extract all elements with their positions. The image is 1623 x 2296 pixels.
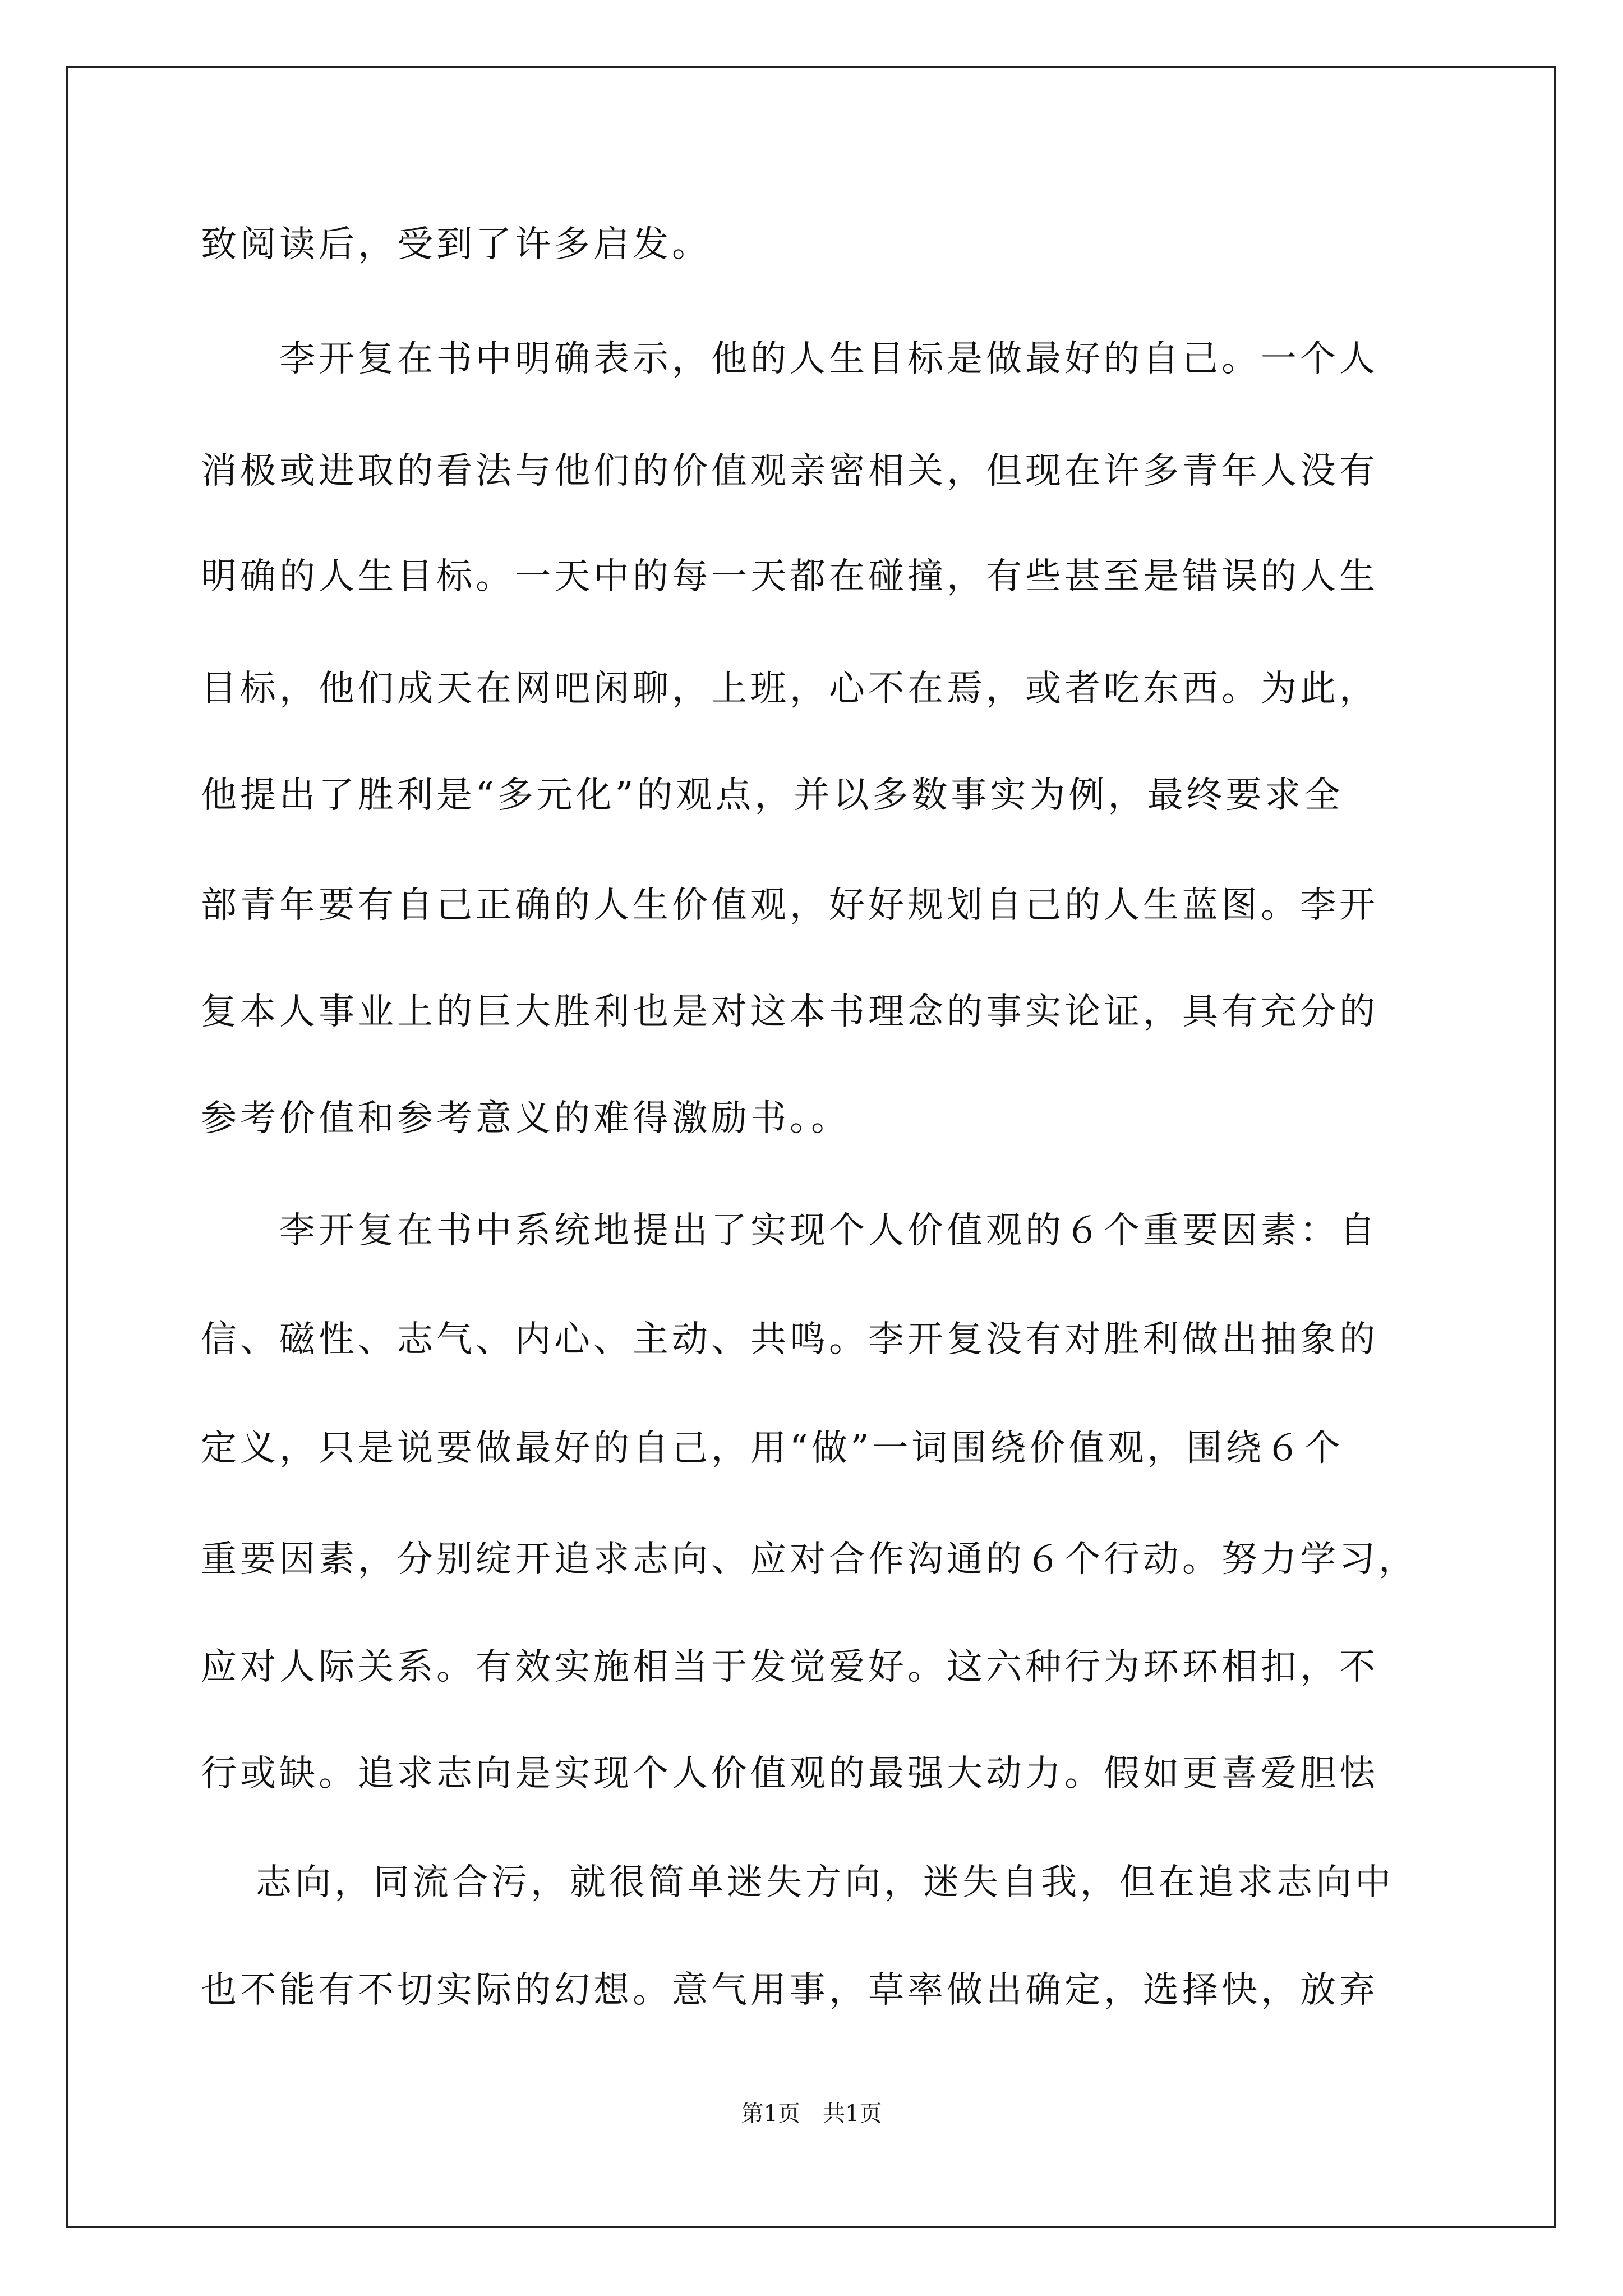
text-line: 参考价值和参考意义的难得激励书。。 bbox=[201, 1098, 850, 1139]
indented-line: 志向，同流合污，就很简单迷失方向，迷失自我，但在追求志向中 bbox=[256, 1862, 1394, 1903]
text-line: 目标，他们成天在网吧闲聊，上班，心不在焉，或者吃东西。为此， bbox=[201, 668, 1378, 710]
text-line: 定义，只是说要做最好的自己，用“做”一词围绕价值观，围绕６个 bbox=[201, 1428, 1344, 1469]
text-line: 信、磁性、志气、内心、主动、共鸣。李开复没有对胜利做出抽象的 bbox=[201, 1319, 1378, 1360]
page-number-footer: 第1页 共1页 bbox=[741, 2101, 882, 2127]
paragraph-start-line: 李开复在书中系统地提出了实现个人价值观的６个重要因素：自 bbox=[279, 1210, 1378, 1251]
text-line: 复本人事业上的巨大胜利也是对这本书理念的事实论证，具有充分的 bbox=[201, 991, 1378, 1033]
text-line: 他提出了胜利是“多元化”的观点，并以多数事实为例，最终要求全 bbox=[201, 775, 1344, 816]
text-line: 明确的人生目标。一天中的每一天都在碰撞，有些甚至是错误的人生 bbox=[201, 556, 1378, 597]
text-line: 消极或进取的看法与他们的价值观亲密相关，但现在许多青年人没有 bbox=[201, 450, 1378, 492]
text-line: 行或缺。追求志向是实现个人价值观的最强大动力。假如更喜爱胆怯 bbox=[201, 1753, 1378, 1795]
text-line: 应对人际关系。有效实施相当于发觉爱好。这六种行为环环相扣，不 bbox=[201, 1646, 1378, 1688]
text-line: 重要因素，分别绽开追求志向、应对合作沟通的６个行动。努力学习， bbox=[201, 1539, 1418, 1580]
paragraph-start-line: 李开复在书中明确表示，他的人生目标是做最好的自己。一个人 bbox=[279, 338, 1378, 380]
text-line: 也不能有不切实际的幻想。意气用事，草率做出确定，选择快，放弃 bbox=[201, 1970, 1378, 2011]
text-line: 致阅读后，受到了许多启发。 bbox=[201, 224, 711, 265]
text-line: 部青年要有自己正确的人生价值观，好好规划自己的人生蓝图。李开 bbox=[201, 885, 1378, 926]
